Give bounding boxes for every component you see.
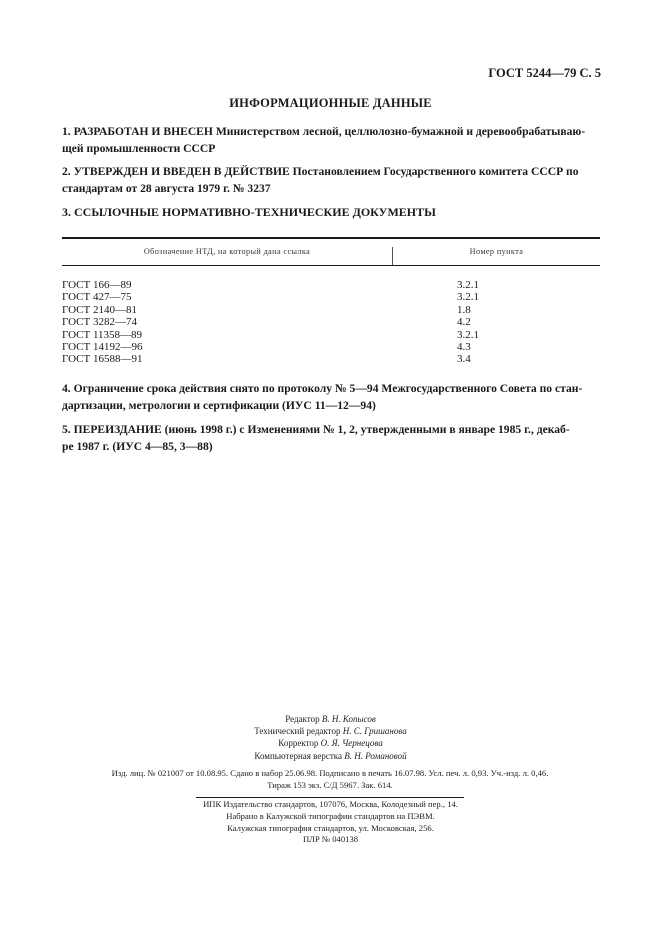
- section-3-heading: 3. ССЫЛОЧНЫЕ НОРМАТИВНО-ТЕХНИЧЕСКИЕ ДОКУМЕНТЫ: [62, 205, 436, 219]
- table-row: [62, 341, 600, 353]
- table-cell-item: 3.4: [457, 353, 471, 366]
- section-1-lead: 1. РАЗРАБОТАН И ВНЕСЕН: [62, 125, 213, 138]
- credit-editor-name: В. Н. Копысов: [321, 714, 376, 724]
- footer-line-1: ИПК Издательство стандартов, 107076, Москва, Колодезный пер., 14.: [203, 799, 458, 809]
- section-2-text: Постановлением Государственного комитета СССР по: [289, 165, 579, 178]
- table-row: [62, 353, 600, 365]
- section-1: [62, 124, 600, 157]
- page-title: ИНФОРМАЦИОННЫЕ ДАННЫЕ: [229, 96, 432, 110]
- credit-corr-name: О. Я. Чернецова: [320, 738, 383, 749]
- table-cell-doc: ГОСТ 427—75: [62, 291, 132, 304]
- table-row: [62, 304, 600, 316]
- credit-corr-label: Корректор: [278, 738, 319, 749]
- section-5: [62, 422, 600, 455]
- table-body: [62, 266, 600, 366]
- table-row: [62, 329, 600, 341]
- section-2-text-cont: стандартам от 28 августа 1979 г. № 3237: [62, 181, 271, 195]
- table-cell-item: 4.2: [457, 316, 471, 329]
- section-5-line-2: ре 1987 г. (ИУС 4—85, 3—88): [62, 439, 213, 453]
- credits-block: [0, 713, 661, 762]
- footer-line-3: Калужская типография стандартов, ул. Московская, 256.: [227, 822, 434, 833]
- section-1-text-cont: щей промышленности СССР: [62, 141, 216, 155]
- table-row: [62, 279, 600, 291]
- publication-info: [60, 767, 600, 791]
- table-cell-doc: ГОСТ 2140—81: [62, 303, 137, 316]
- table-row: [62, 291, 600, 303]
- table-header-row: [62, 239, 600, 265]
- footer-line-4: ПЛР № 040138: [302, 834, 359, 845]
- table-header-document: Обозначение НТД, на который дана ссылка: [62, 247, 393, 265]
- credit-tech-editor: [0, 725, 661, 737]
- publication-line-1: Изд. лиц. № 021007 от 10.08.95. Сдано в набор 25.06.98. Подписано в печать 16.07.98. Усл. печ. л. 0,93. Уч.-изд. л. 0,46.: [111, 768, 549, 778]
- table-cell-doc: ГОСТ 11358—89: [62, 328, 143, 341]
- credit-layout-label: Компьютерная верстка: [254, 750, 342, 761]
- footer-divider: [196, 797, 464, 798]
- credit-editor-label: Редактор: [285, 714, 320, 724]
- credit-layout: [0, 750, 661, 762]
- table-cell-doc: ГОСТ 14192—96: [62, 341, 143, 354]
- imprint-footer: [0, 799, 661, 846]
- credit-tech-label: Технический редактор: [254, 726, 341, 737]
- credit-layout-name: В. Н. Романовой: [344, 750, 407, 761]
- table-cell-doc: ГОСТ 166—89: [62, 279, 132, 291]
- credit-corrector: [0, 737, 661, 749]
- table-header-item: Номер пункта: [469, 247, 524, 256]
- section-2-lead: 2. УТВЕРЖДЕН И ВВЕДЕН В ДЕЙСТВИЕ: [62, 165, 290, 178]
- table-cell-item: 3.2.1: [457, 279, 479, 291]
- section-2: [62, 164, 600, 197]
- section-4-line-2: дартизации, метрологии и сертификации (ИУС 11—12—94): [62, 398, 376, 412]
- table-cell-doc: ГОСТ 16588—91: [62, 353, 143, 366]
- table-cell-item: 3.2.1: [457, 328, 479, 341]
- publication-line-2: Тираж 153 экз. С/Д 5967. Зак. 614.: [267, 780, 393, 790]
- table-row: [62, 316, 600, 328]
- table-cell-item: 1.8: [457, 303, 471, 316]
- credit-editor: [0, 713, 661, 725]
- reference-table: [62, 237, 600, 366]
- footer-line-2: Набрано в Калужской типографии стандартов на ПЭВМ.: [226, 810, 435, 821]
- credit-tech-name: Н. С. Гришанова: [342, 726, 407, 737]
- section-4: [62, 381, 600, 414]
- section-4-line-1: 4. Ограничение срока действия снято по протоколу № 5—94 Межгосударственного Совета по стан-: [62, 382, 583, 395]
- table-cell-doc: ГОСТ 3282—74: [62, 316, 137, 329]
- page-header-reference: ГОСТ 5244—79 С. 5: [488, 66, 601, 80]
- table-cell-item: 4.3: [457, 341, 471, 354]
- table-cell-item: 3.2.1: [457, 291, 479, 304]
- section-5-line-1: 5. ПЕРЕИЗДАНИЕ (июнь 1998 г.) с Изменениями № 1, 2, утвержденными в январе 1985 г., декаб-: [62, 423, 570, 436]
- section-1-text: Министерством лесной, целлюлозно-бумажной и деревообрабатываю-: [212, 125, 586, 138]
